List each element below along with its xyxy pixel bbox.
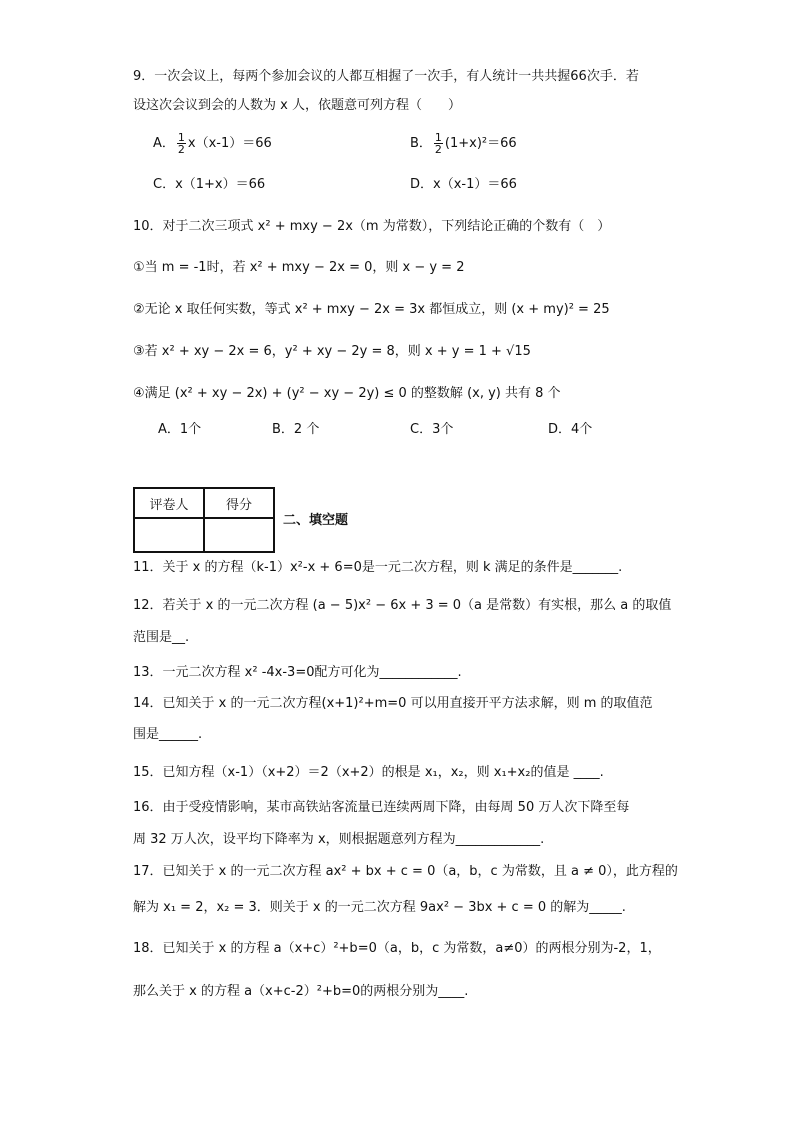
q17-line1: 17．已知关于 x 的一元二次方程 ax² + bx + c = 0（a，b，c 为常数，且 a ≠ 0），此方程的 (133, 864, 678, 879)
q9-option-b-fraction (434, 132, 443, 155)
section-title: 二、填空题 (283, 513, 349, 528)
q10-statement-2: ②无论 x 取任何实数，等式 x² + mxy − 2x = 3x 都恒成立，则 (x + my)² = 25 (133, 302, 610, 317)
q10-option-c: C．3个 (410, 422, 454, 437)
q12-line2: 范围是__. (133, 630, 190, 645)
q14-line2: 围是______. (133, 727, 203, 742)
q10-option-b: B．2 个 (272, 422, 320, 437)
score-table-score-cell[interactable] (204, 518, 274, 552)
q9-option-b-label: B． (410, 136, 432, 151)
q10-option-d: D．4个 (548, 422, 593, 437)
q18-line2: 那么关于 x 的方程 a（x+c-2）²+b=0的两根分别为____. (133, 984, 469, 999)
q16-line2: 周 32 万人次，设平均下降率为 x，则根据题意列方程为_____________. (133, 832, 545, 847)
q9-option-d: D．x（x-1）＝66 (410, 177, 517, 192)
q10-option-a: A．1个 (158, 422, 202, 437)
q18-line1: 18．已知关于 x 的方程 a（x+c）²+b=0（a，b，c 为常数，a≠0）的两根分别为-2，1， (133, 941, 661, 956)
q10-stem: 10．对于二次三项式 x² + mxy − 2x（m 为常数），下列结论正确的个数有（ ） (133, 219, 611, 234)
q10-statement-4: ④满足 (x² + xy − 2x) + (y² − xy − 2y) ≤ 0 的整数解 (x, y) 共有 8 个 (133, 386, 561, 401)
q9-option-b-numerator: 1 (434, 131, 442, 144)
score-table-grader-header: 评卷人 (134, 488, 204, 518)
q9-option-a-denominator: 2 (177, 143, 185, 156)
q10-statement-3: ③若 x² + xy − 2x = 6，y² + xy − 2y = 8，则 x + y = 1 + √15 (133, 344, 531, 359)
q12-line1: 12．若关于 x 的一元二次方程 (a − 5)x² − 6x + 3 = 0（a 是常数）有实根，那么 a 的取值 (133, 598, 672, 613)
q9-option-b (410, 131, 517, 157)
q16-line1: 16．由于受疫情影响，某市高铁站客流量已连续两周下降，由每周 50 万人次下降至每 (133, 800, 630, 815)
q9-option-a-numerator: 1 (177, 131, 185, 144)
q9-option-c: C．x（1+x）＝66 (153, 177, 266, 192)
score-table-grader-cell[interactable] (134, 518, 204, 552)
q17-line2: 解为 x₁ = 2，x₂ = 3．则关于 x 的一元二次方程 9ax² − 3bx + c = 0 的解为_____. (133, 900, 626, 915)
q9-option-a (153, 131, 272, 157)
score-table-score-header: 得分 (204, 488, 274, 518)
q15: 15．已知方程（x-1）（x+2）＝2（x+2）的根是 x₁，x₂，则 x₁+x₂的值是 ____. (133, 765, 604, 780)
q9-option-b-denominator: 2 (434, 143, 442, 156)
q9-line2: 设这次会议到会的人数为 x 人，依题意可列方程（ ） (133, 98, 461, 113)
q9-option-a-label: A． (153, 136, 175, 151)
score-table (133, 487, 275, 553)
q11: 11．关于 x 的方程（k-1）x²-x + 6=0是一元二次方程，则 k 满足的条件是_______. (133, 560, 623, 575)
q13: 13．一元二次方程 x² -4x-3=0配方可化为____________. (133, 665, 462, 680)
q14-line1: 14．已知关于 x 的一元二次方程(x+1)²+m=0 可以用直接开平方法求解，则 m 的取值范 (133, 696, 653, 711)
q9-line1: 9．一次会议上，每两个参加会议的人都互相握了一次手，有人统计一共共握66次手．若 (133, 69, 639, 84)
q10-statement-1: ①当 m = -1时，若 x² + mxy − 2x = 0，则 x − y = 2 (133, 260, 465, 275)
q9-option-b-text: (1+x)²＝66 (444, 136, 517, 151)
q9-option-a-text: x（x-1）＝66 (187, 136, 272, 151)
q9-option-a-fraction (177, 132, 186, 155)
